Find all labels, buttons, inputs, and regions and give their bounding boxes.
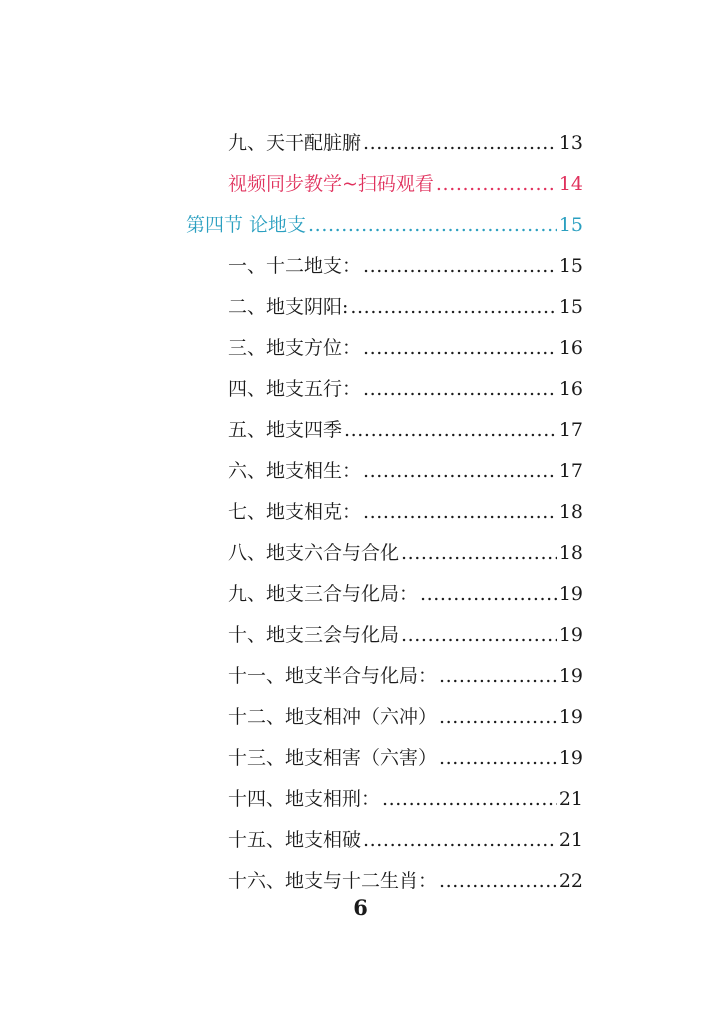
toc-entry[interactable] [228,414,583,446]
toc-entry-page: 19 [558,706,583,728]
toc-entry-label: 四、地支五行： [228,378,362,400]
toc-entry[interactable] [228,578,583,610]
dot-leader [439,742,557,774]
toc-entry[interactable] [228,373,583,405]
toc-entry[interactable] [228,783,583,815]
dot-leader [363,127,557,159]
dot-leader [363,496,557,528]
dot-leader [401,537,557,569]
toc-entry[interactable] [228,742,583,774]
toc-entry-page: 16 [558,337,583,359]
toc-entry-page: 18 [558,542,583,564]
toc-entry-page: 14 [558,173,583,195]
toc-entry-page: 16 [558,378,583,400]
toc-entry[interactable] [228,250,583,282]
dot-leader [382,783,557,815]
toc-entry[interactable] [228,824,583,856]
toc-entry-page: 18 [558,501,583,523]
dot-leader [420,578,557,610]
toc-entry-label: 七、地支相克： [228,501,362,523]
toc-entry[interactable] [228,496,583,528]
toc-entry-label: 六、地支相生： [228,460,362,482]
page-number: 6 [353,895,368,920]
dot-leader [401,619,557,651]
dot-leader [308,209,557,241]
dot-leader [363,373,557,405]
dot-leader [439,701,557,733]
toc-entry-label: 十、地支三会与化局 [228,624,400,646]
toc-entry-page: 17 [558,419,583,441]
dot-leader [363,824,557,856]
toc-entry-page: 22 [558,870,583,892]
toc-entry-page: 19 [558,747,583,769]
toc-entry-label: 十二、地支相冲（六冲） [228,706,438,728]
dot-leader [344,414,557,446]
toc-entry-page: 19 [558,624,583,646]
toc-entry-label: 十四、地支相刑： [228,788,381,810]
dot-leader [439,660,557,692]
toc-entry-label: 八、地支六合与合化 [228,542,400,564]
toc-entry-label: 三、地支方位： [228,337,362,359]
toc-entry[interactable] [228,660,583,692]
toc-entry-page: 13 [558,132,583,154]
toc-entry-page: 15 [558,214,583,236]
dot-leader [363,332,557,364]
toc-entry-label: 第四节 论地支 [186,214,307,236]
toc-entry[interactable] [228,537,583,569]
toc-entry[interactable] [228,701,583,733]
toc-entry-label: 视频同步教学~扫码观看 [228,173,434,195]
toc-entry-page: 19 [558,583,583,605]
toc-entry[interactable] [228,332,583,364]
video-tutorial-link[interactable] [228,168,583,200]
toc-entry-page: 19 [558,665,583,687]
dot-leader [363,250,557,282]
toc-entry-page: 21 [558,788,583,810]
toc-entry-label: 十一、地支半合与化局： [228,665,438,687]
toc-entry-page: 15 [558,255,583,277]
toc-entry[interactable] [228,291,583,323]
toc-entry-page: 17 [558,460,583,482]
toc-entry[interactable] [228,619,583,651]
dot-leader [439,865,557,897]
toc-entry-label: 五、地支四季 [228,419,343,441]
dot-leader [363,455,557,487]
toc-entry-label: 十六、地支与十二生肖： [228,870,438,892]
toc-entry-label: 十三、地支相害（六害） [228,747,438,769]
toc-entry-label: 九、天干配脏腑 [228,132,362,154]
toc-entry[interactable] [228,127,583,159]
toc-entry[interactable] [228,455,583,487]
section-heading-entry[interactable] [186,209,583,241]
toc-entry-label: 一、十二地支： [228,255,362,277]
toc-entry-page: 15 [558,296,583,318]
toc-entry-label: 二、地支阴阳: [228,296,349,318]
dot-leader [436,168,557,200]
toc-entry[interactable] [228,865,583,897]
dot-leader [350,291,556,323]
toc-entry-label: 九、地支三合与化局： [228,583,419,605]
toc-entry-label: 十五、地支相破 [228,829,362,851]
toc-entry-page: 21 [558,829,583,851]
